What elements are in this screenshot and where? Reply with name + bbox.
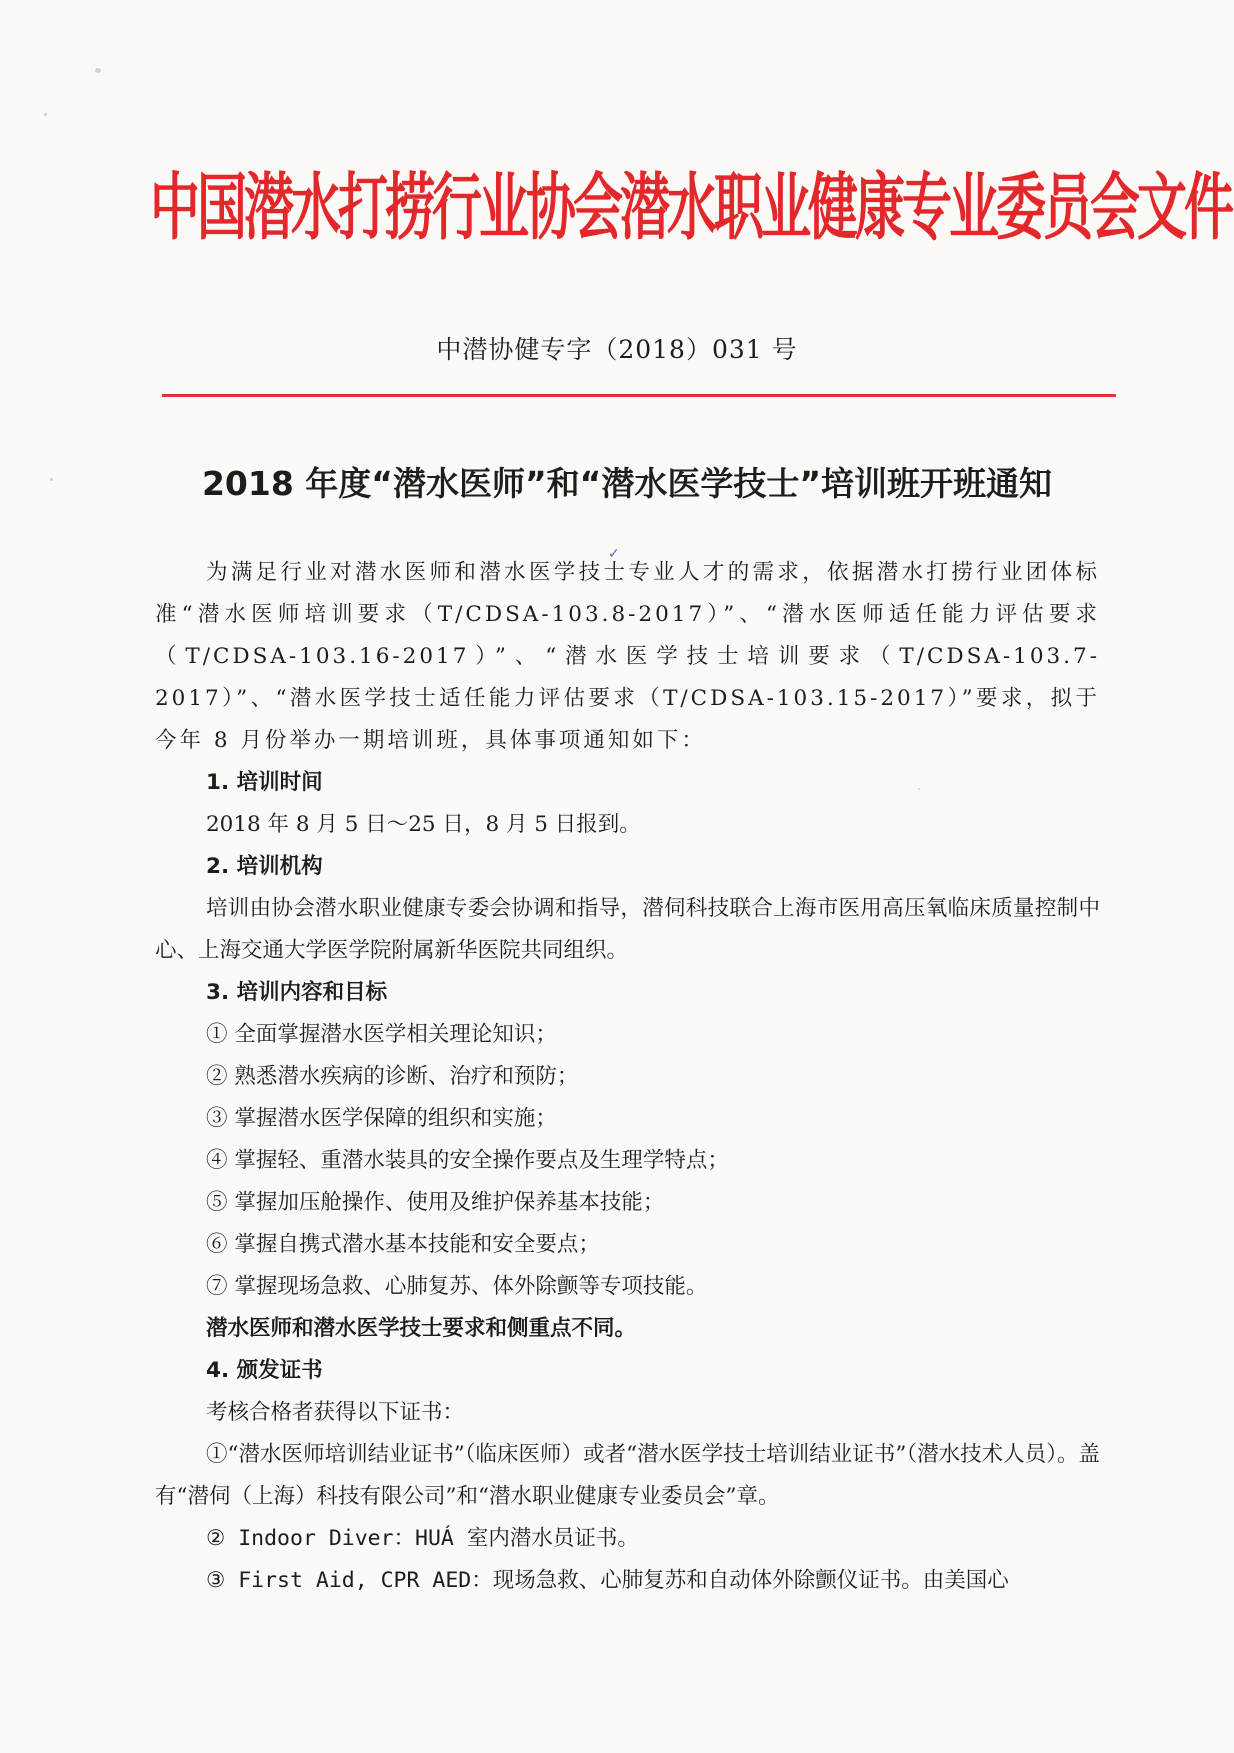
training-institution-text: 培训由协会潜水职业健康专委会协调和指导，潜伺科技联合上海市医用高压氧临床质量控制中心、上海交通大学医学院附属新华医院共同组织。 <box>155 896 1100 963</box>
red-divider-line <box>162 394 1116 397</box>
scan-speck <box>95 68 101 73</box>
list-item: ③ 掌握潜水医学保障的组织和实施； <box>206 1106 557 1131</box>
section-heading-training-content: 3. 培训内容和目标 <box>206 980 388 1005</box>
notice-title: 2018 年度“潜水医师”和“潜水医学技士”培训班开班通知 <box>201 464 1053 503</box>
list-item: ⑤ 掌握加压舱操作、使用及维护保养基本技能； <box>206 1190 665 1215</box>
handwritten-check-mark: ✓ <box>608 546 620 562</box>
training-time-text: 2018 年 8 月 5 日～25 日，8 月 5 日报到。 <box>206 812 641 837</box>
scan-speck <box>50 478 53 481</box>
certificate-item: ③ First Aid, CPR AED：现场急救、心肺复苏和自动体外除颤仪证书。由美国心 <box>206 1568 1009 1593</box>
scan-speck <box>44 113 47 116</box>
certificate-item: ①“潜水医师培训结业证书”（临床医师）或者“潜水医学技士培训结业证书”（潜水技术人员）。盖有“潜伺（上海）科技有限公司”和“潜水职业健康专业委员会”章。 <box>155 1442 1100 1509</box>
certificates-lead-text: 考核合格者获得以下证书： <box>206 1400 465 1425</box>
emphasis-line: 潜水医师和潜水医学技士要求和侧重点不同。 <box>206 1316 637 1341</box>
document-number: 中潜协健专字（2018）031 号 <box>436 335 798 364</box>
list-item: ① 全面掌握潜水医学相关理论知识； <box>206 1022 557 1047</box>
list-item: ④ 掌握轻、重潜水装具的安全操作要点及生理学特点； <box>206 1148 729 1173</box>
list-item: ② 熟悉潜水疾病的诊断、治疗和预防； <box>206 1064 579 1089</box>
notice-body <box>155 552 1100 1602</box>
organization-header-title: 中国潜水打捞行业协会潜水职业健康专业委员会文件 <box>150 165 1231 251</box>
section-heading-training-institution: 2. 培训机构 <box>206 854 323 879</box>
certificate-item: ② Indoor Diver：HUÁ 室内潜水员证书。 <box>206 1526 639 1551</box>
section-heading-training-time: 1. 培训时间 <box>206 770 323 795</box>
list-item: ⑦ 掌握现场急救、心肺复苏、体外除颤等专项技能。 <box>206 1274 708 1299</box>
section-heading-certificates: 4. 颁发证书 <box>206 1358 323 1383</box>
list-item: ⑥ 掌握自携式潜水基本技能和安全要点； <box>206 1232 600 1257</box>
intro-paragraph: 为满足行业对潜水医师和潜水医学技士专业人才的需求，依据潜水打捞行业团体标准“潜水医师培训要求（T/CDSA-103.8-2017）”、“潜水医师适任能力评估要求（T/CDSA-103.16-2017）”、“潜水医学技士培训要求（T/CDSA-103.7-2017）”、“潜水医学技士适任能力评估要求（T/CDSA-103.15-2017）”要求，拟于今年 8 月份举办一期培训班，具体事项通知如下： <box>155 560 1100 753</box>
